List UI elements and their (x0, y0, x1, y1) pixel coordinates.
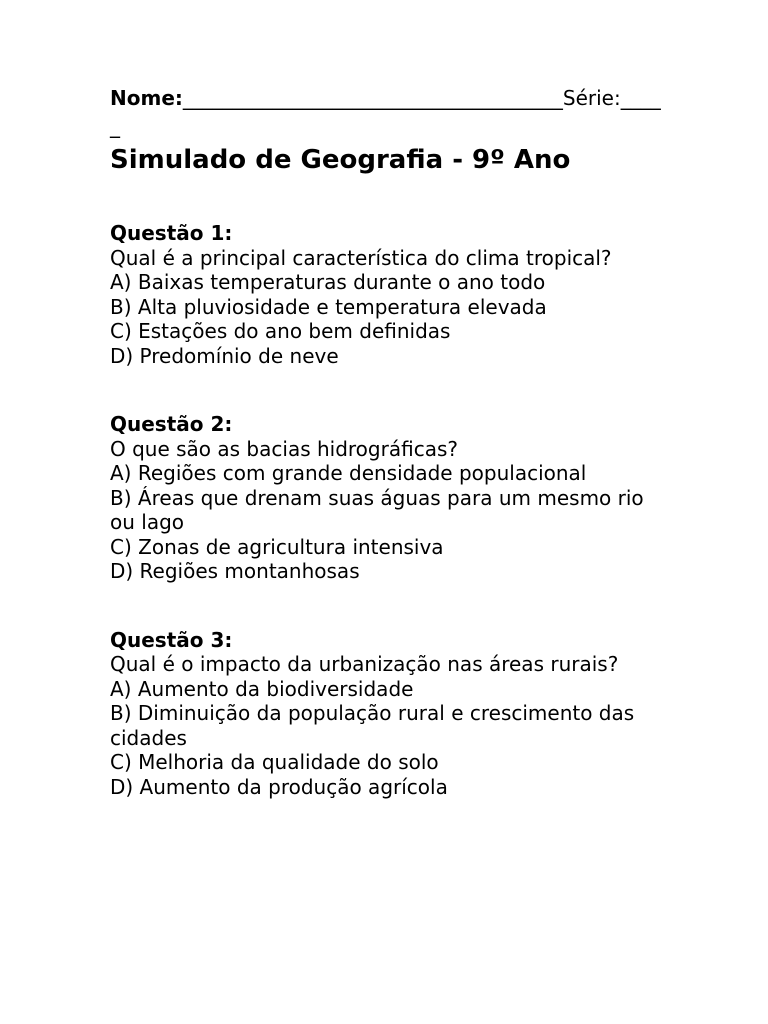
question-heading: Questão 3: (110, 627, 233, 652)
question-2 (110, 412, 666, 584)
question-prompt: O que são as bacias hidrográficas? (110, 436, 458, 461)
page-title: Simulado de Geografia - 9º Ano (110, 145, 571, 175)
student-header (110, 84, 666, 140)
option-b: B) Diminuição da população rural e crescimento das cidades (110, 701, 635, 750)
question-3 (110, 628, 666, 800)
question-prompt: Qual é a principal característica do clima tropical? (110, 245, 612, 270)
option-a: A) Aumento da biodiversidade (110, 676, 414, 701)
name-blank: ______________________________________ (182, 86, 563, 110)
question-heading: Questão 1: (110, 221, 233, 245)
option-d: D) Regiões montanhosas (110, 559, 360, 583)
serie-label: Série: (562, 86, 621, 110)
document-page (110, 84, 666, 799)
option-b: B) Alta pluviosidade e temperatura elevada (110, 294, 547, 319)
option-a: A) Regiões com grande densidade populacional (110, 461, 587, 485)
option-b: B) Áreas que drenam suas águas para um mesmo rio ou lago (110, 485, 644, 534)
option-a: A) Baixas temperaturas durante o ano todo (110, 270, 546, 294)
name-label: Nome: (110, 86, 183, 110)
option-c: C) Melhoria da qualidade do solo (110, 750, 439, 774)
serie-blank: _____ (110, 86, 661, 138)
question-1 (110, 221, 666, 368)
question-prompt: Qual é o impacto da urbanização nas áreas rurais? (110, 652, 619, 676)
question-heading: Questão 2: (110, 412, 233, 436)
option-d: D) Predomínio de neve (110, 343, 339, 368)
option-c: C) Estações do ano bem definidas (110, 319, 451, 343)
option-c: C) Zonas de agricultura intensiva (110, 534, 444, 559)
option-d: D) Aumento da produção agrícola (110, 774, 448, 799)
